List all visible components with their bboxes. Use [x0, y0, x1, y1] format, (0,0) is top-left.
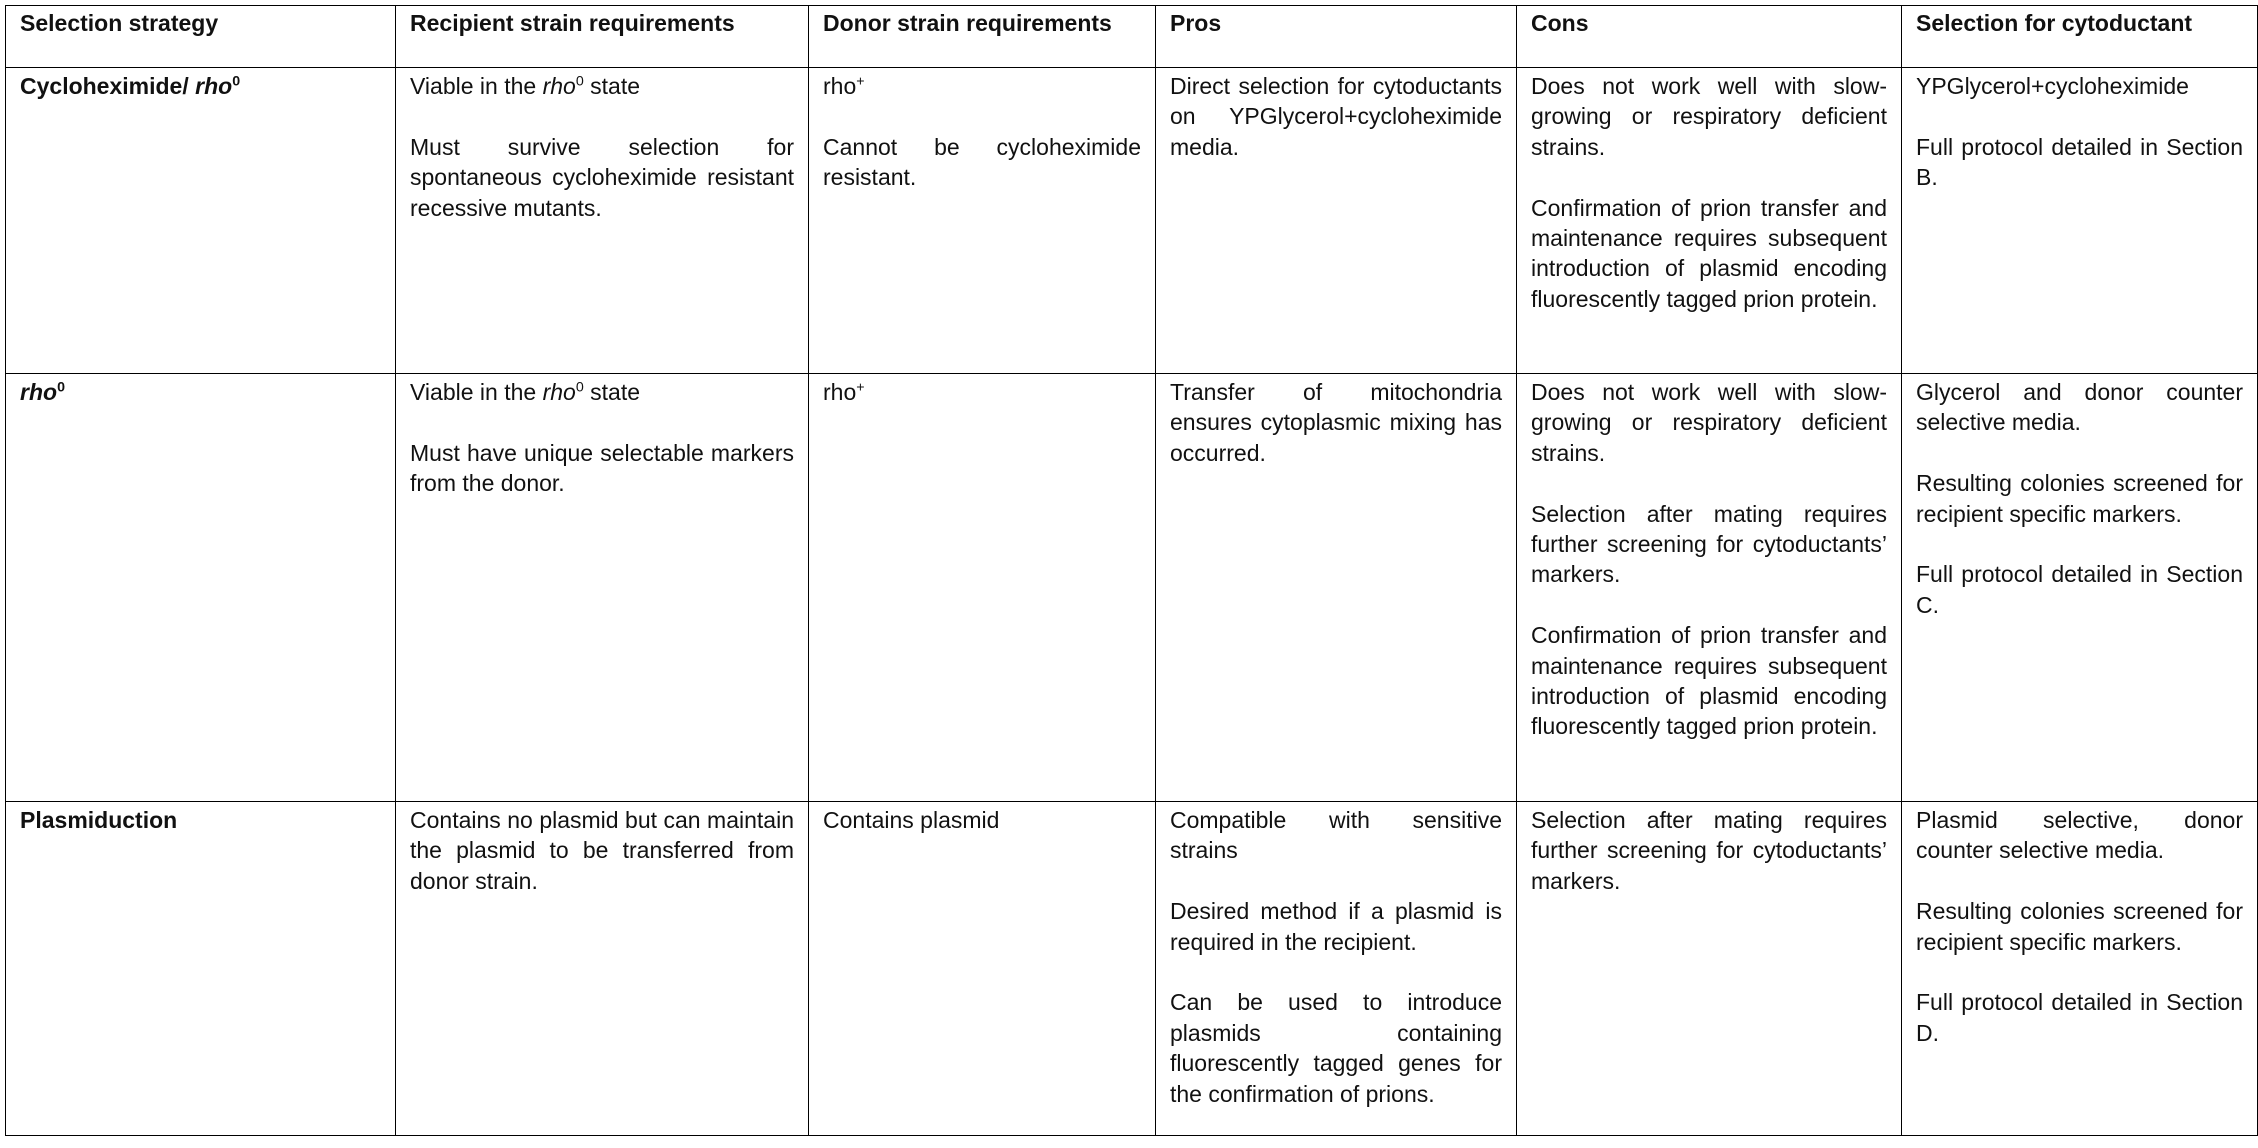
cons-cell: Does not work well with slow-growing or respiratory deficient strains. Selection after mating requires further screening for cytoductants’ markers. Confirmation of prion transfer and maintenance requires subsequent introduction of plasmid encoding fluorescently tagged prion protein. — [1517, 374, 1902, 802]
donor-cell: Contains plasmid — [809, 802, 1156, 1136]
strategy-cell: rho$^0$ — [6, 374, 396, 802]
table-row — [6, 374, 2258, 802]
header-selection-strategy: Selection strategy — [6, 6, 396, 68]
strategy-cell: Plasmiduction — [6, 802, 396, 1136]
pros-cell: Compatible with sensitive strains Desired method if a plasmid is required in the recipient. Can be used to introduce plasmids containing fluorescently tagged genes for the confirmation of prions. — [1156, 802, 1517, 1136]
header-cons: Cons — [1517, 6, 1902, 68]
pros-cell: Transfer of mitochondria ensures cytoplasmic mixing has occurred. — [1156, 374, 1517, 802]
selection-cell: Glycerol and donor counter selective media. Resulting colonies screened for recipient specific markers. Full protocol detailed in Section C. — [1902, 374, 2258, 802]
header-selection-for-cytoductant: Selection for cytoductant — [1902, 6, 2258, 68]
cons-cell: Does not work well with slow-growing or respiratory deficient strains. Confirmation of prion transfer and maintenance requires subsequent introduction of plasmid encoding fluorescently tagged prion protein. — [1517, 68, 1902, 374]
recipient-cell: Viable in the rho$^0$ state Must survive selection for spontaneous cycloheximide resistant recessive mutants. — [396, 68, 809, 374]
strategy-cell: Cycloheximide/ rho$^0$ — [6, 68, 396, 374]
header-pros: Pros — [1156, 6, 1517, 68]
donor-cell: rho+ — [809, 374, 1156, 802]
header-donor-requirements: Donor strain requirements — [809, 6, 1156, 68]
recipient-cell: Contains no plasmid but can maintain the plasmid to be transferred from donor strain. — [396, 802, 809, 1136]
selection-cell: Plasmid selective, donor counter selective media. Resulting colonies screened for recipient specific markers. Full protocol detailed in Section D. — [1902, 802, 2258, 1136]
selection-cell: YPGlycerol+cycloheximide Full protocol detailed in Section B. — [1902, 68, 2258, 374]
table-row — [6, 802, 2258, 1136]
selection-strategy-table — [5, 5, 2258, 1136]
recipient-cell: Viable in the rho$^0$ state Must have unique selectable markers from the donor. — [396, 374, 809, 802]
table-row — [6, 68, 2258, 374]
header-recipient-requirements: Recipient strain requirements — [396, 6, 809, 68]
donor-cell: rho+ Cannot be cycloheximide resistant. — [809, 68, 1156, 374]
cons-cell: Selection after mating requires further screening for cytoductants’ markers. — [1517, 802, 1902, 1136]
header-row — [6, 6, 2258, 68]
pros-cell: Direct selection for cytoductants on YPGlycerol+cycloheximide media. — [1156, 68, 1517, 374]
